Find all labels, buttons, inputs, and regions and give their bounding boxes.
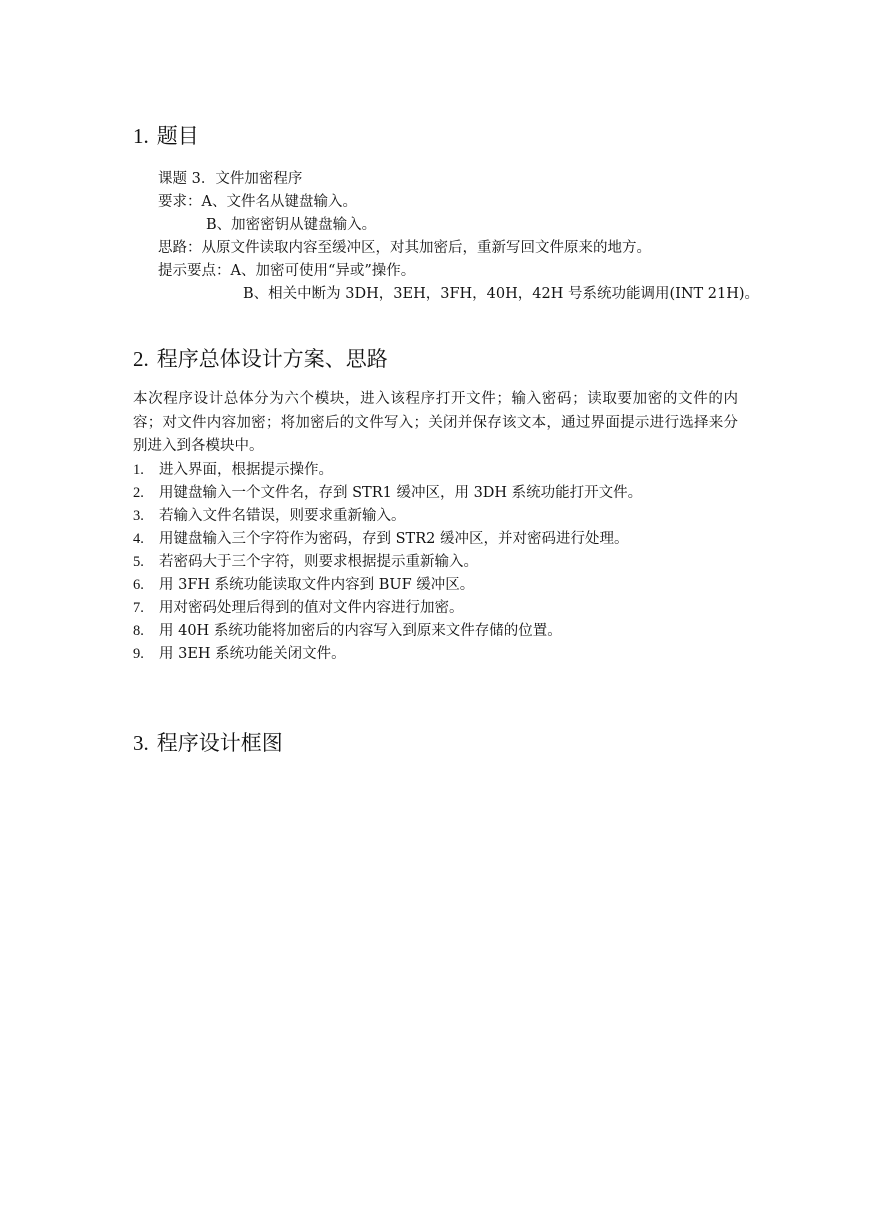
hint-a: 提示要点：A、加密可使用“异或”操作。 [158,263,416,279]
step-number: 5. [133,554,144,570]
section-3-title: 程序设计框图 [156,731,283,755]
section-3-number: 3. [133,731,149,755]
step-number: 9. [133,646,144,662]
step-text: 用键盘输入三个字符作为密码，存到 STR2 缓冲区，并对密码进行处理。 [159,531,629,547]
section-2-heading [133,346,388,372]
section-3-heading [133,730,283,756]
requirement-b: B、加密密钥从键盘输入。 [206,217,377,233]
step-item [133,644,346,664]
step-number: 3. [133,508,144,524]
design-overview-paragraph: 本次程序设计总体分为六个模块，进入该程序打开文件；输入密码；读取要加密的文件的内容；对文件内容加密；将加密后的文件写入；关闭并保存该文本，通过界面提示进行选择来分别进入到各模块中。 [133,391,738,454]
step-text: 进入界面，根据提示操作。 [159,462,333,478]
step-text: 若输入文件名错误，则要求重新输入。 [159,508,406,524]
section-1-number: 1. [133,124,149,148]
step-item [133,460,333,480]
section-1-heading [133,123,199,149]
section-2-title: 程序总体设计方案、思路 [156,347,388,371]
step-number: 1. [133,462,144,478]
step-text: 若密码大于三个字符，则要求根据提示重新输入。 [159,554,478,570]
step-text: 用键盘输入一个文件名，存到 STR1 缓冲区，用 3DH 系统功能打开文件。 [159,485,643,501]
step-item [133,506,406,526]
step-item [133,483,642,503]
hint-b: B、相关中断为 3DH，3EH，3FH，40H，42H 号系统功能调用(INT 21H)。 [243,286,760,302]
assignment-title: 课题 3．文件加密程序 [158,171,303,187]
step-item [133,552,478,572]
step-number: 8. [133,623,144,639]
step-text: 用 40H 系统功能将加密后的内容写入到原来文件存储的位置。 [159,623,562,639]
requirement-a: 要求：A、文件名从键盘输入。 [158,194,357,210]
step-number: 4. [133,531,144,547]
step-number: 2. [133,485,144,501]
step-item [133,621,562,641]
approach-line: 思路：从原文件读取内容至缓冲区，对其加密后，重新写回文件原来的地方。 [158,240,651,256]
section-1-title: 题目 [156,124,199,148]
step-text: 用 3FH 系统功能读取文件内容到 BUF 缓冲区。 [159,577,475,593]
step-number: 6. [133,577,144,593]
step-text: 用对密码处理后得到的值对文件内容进行加密。 [159,600,464,616]
step-text: 用 3EH 系统功能关闭文件。 [159,646,346,662]
section-2-number: 2. [133,347,149,371]
step-item [133,575,474,595]
step-number: 7. [133,600,144,616]
step-item [133,529,628,549]
step-item [133,598,464,618]
